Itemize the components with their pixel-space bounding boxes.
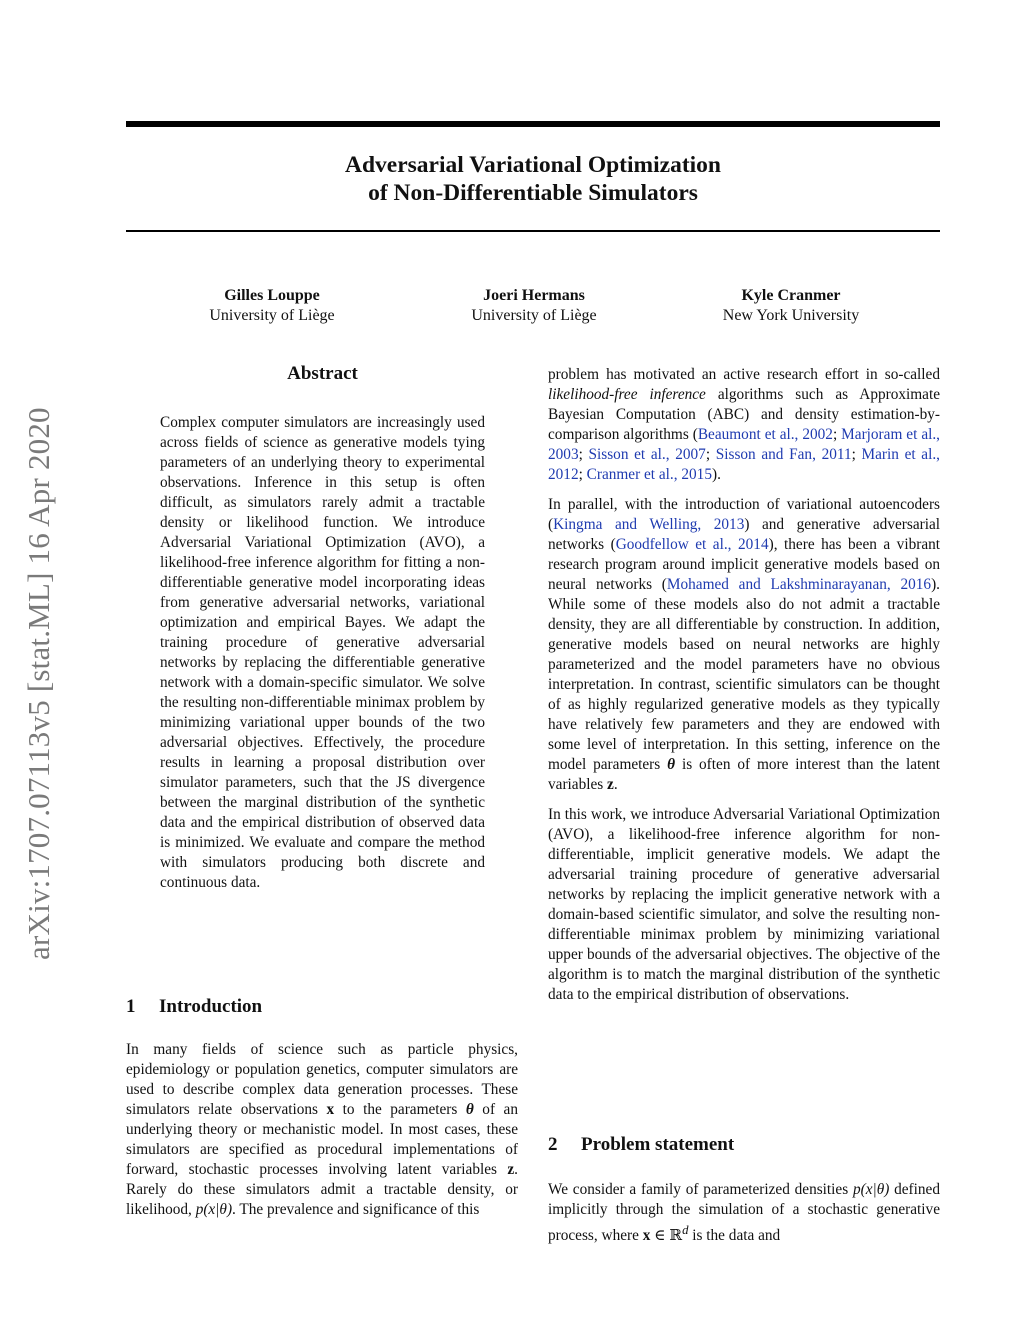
section-heading-introduction <box>126 995 262 1019</box>
text-run: ; <box>832 426 842 443</box>
text-run: ; <box>578 466 587 483</box>
citation-link[interactable]: Goodfellow et al., 2014 <box>615 536 769 553</box>
citation-link[interactable]: Kingma and Welling, 2013 <box>553 516 745 533</box>
paragraph <box>548 1180 940 1246</box>
citation-link[interactable]: Cranmer et al., 2015 <box>586 466 712 483</box>
text-run: . <box>613 776 618 793</box>
author-name: Kyle Cranmer <box>741 287 841 304</box>
text-run: ) and generative adversarial networks ( <box>548 516 940 553</box>
math-symbol: z <box>607 776 614 793</box>
text-run: to the parameters <box>334 1101 466 1118</box>
author-name: Joeri Hermans <box>483 287 585 304</box>
text-run: In many fields of science such as particle physics, epidemiology or population genetics, computer simulators are used to describe complex data generation processes. These simulators relate observations <box>126 1041 518 1118</box>
text-run: We consider a family of parameterized densities <box>548 1181 853 1198</box>
text-run: is the data and <box>688 1227 781 1245</box>
section-title: Problem statement <box>581 1134 735 1155</box>
text-run: In parallel, with the introduction of variational autoencoders ( <box>548 496 940 533</box>
paragraph <box>548 365 940 485</box>
citation-link[interactable]: Sisson and Fan, 2011 <box>715 446 852 463</box>
math-symbol: θ <box>667 756 676 773</box>
text-run: algorithms such as Approximate Bayesian Computation (ABC) and density estimation-by-comparison algorithms ( <box>548 386 940 443</box>
section-heading-problem-statement <box>548 1133 734 1157</box>
math-superscript: d <box>682 1223 689 1237</box>
title-line-1: Adversarial Variational Optimization <box>345 152 721 178</box>
author-block-2 <box>424 286 644 326</box>
author-affiliation: New York University <box>722 307 860 324</box>
math-expression: p(x|θ) <box>852 1181 890 1198</box>
text-run: ). While some of these models also do not admit a tractable density, they are all differentiable by construction. In addition, generative models based on neural networks are highly parameterized and the model parameters have no obvious interpretation. In contrast, scientific simulators can be thought of as highly regularized generative models as they typically have relatively few parameters and they are endowed with some level of interpretation. In this setting, inference on the model parameters <box>548 576 940 773</box>
text-run: ; <box>851 446 862 463</box>
paragraph <box>548 495 940 795</box>
text-run: ; <box>705 446 716 463</box>
citation-link[interactable]: Sisson et al., 2007 <box>588 446 706 463</box>
text-run: . The prevalence and significance of this <box>232 1201 480 1218</box>
section-number: 1 <box>126 996 136 1017</box>
right-column-body <box>548 365 940 1015</box>
paragraph <box>126 1040 518 1220</box>
text-run: defined implicitly through the simulation of a stochastic generative process, where <box>548 1181 940 1245</box>
abstract-text: Complex computer simulators are increasingly used across fields of science as generative models tying parameters of an underlying theory to experimental observations. Inference in this setup is often difficult, as simulators rarely admit a tractable density or likelihood function. We introduce Adversarial Variational Optimization (AVO), a likelihood-free inference algorithm for fitting a non-differentiable generative model incorporating ideas from generative adversarial networks, variational optimization and empirical Bayes. We adapt the training procedure of generative adversarial networks by replacing the differentiable generative network with a domain-specific simulator. We solve the resulting non-differentiable minimax problem by minimizing variational upper bounds of the two adversarial objectives. Effectively, the procedure results in learning a proposal distribution over simulator parameters, such that the JS divergence between the marginal distribution of the synthetic data and the empirical distribution of observed data is minimized. We evaluate and compare the method with simulators producing both discrete and continuous data. <box>160 414 485 891</box>
math-symbol: x <box>326 1101 335 1118</box>
title-bottom-rule <box>126 230 940 232</box>
arxiv-identifier-stamp: arXiv:1707.07113v5 [stat.ML] 16 Apr 2020 <box>21 407 56 960</box>
text-run: ). <box>711 466 721 483</box>
author-block-1 <box>162 286 382 326</box>
author-block-3 <box>681 286 901 326</box>
math-symbol: ∈ ℝ <box>650 1227 683 1245</box>
paragraph: In this work, we introduce Adversarial Variational Optimization (AVO), a likelihood-free inference algorithm for non-differentiable, implicit generative models. We adapt the adversarial training procedure of generative adversarial networks by replacing the implicit generative network with a domain-based scientific simulator, and solve the resulting non-differentiable minimax problem by minimizing variational upper bounds of the adversarial objectives. The objective of the algorithm is to match the marginal distribution of the synthetic data to the empirical distribution of observations. <box>548 806 940 1003</box>
citation-link[interactable]: Marin et al., 2012 <box>548 446 940 483</box>
text-run: problem has motivated an active research effort in so-called <box>548 366 940 383</box>
paper-title <box>126 151 940 207</box>
introduction-body <box>126 1040 518 1230</box>
text-run: of an underlying theory or mechanistic model. In most cases, these simulators are specified as procedural implementations of forward, stochastic processes involving latent variables <box>126 1101 518 1178</box>
emphasis-text: likelihood-free inference <box>548 386 706 403</box>
math-symbol: x <box>642 1227 651 1245</box>
citation-link[interactable]: Marjoram et al., 2003 <box>548 426 941 463</box>
math-symbol: θ <box>465 1101 474 1118</box>
text-run: ; <box>578 446 589 463</box>
title-top-rule <box>126 121 940 127</box>
math-symbol: z <box>507 1161 515 1178</box>
text-run: . Rarely do these simulators admit a tractable density, or likelihood, <box>126 1161 518 1218</box>
citation-link[interactable]: Mohamed and Lakshminarayanan, 2016 <box>666 576 932 593</box>
author-name: Gilles Louppe <box>224 287 320 304</box>
text-run: ), there has been a vibrant research program around implicit generative models based on neural networks ( <box>548 536 941 593</box>
author-affiliation: University of Liège <box>471 307 597 324</box>
problem-statement-body <box>548 1180 940 1256</box>
section-title: Introduction <box>159 996 263 1017</box>
abstract-heading: Abstract <box>287 363 358 384</box>
citation-link[interactable]: Beaumont et al., 2002 <box>697 426 833 443</box>
section-number: 2 <box>548 1134 558 1155</box>
author-affiliation: University of Liège <box>209 307 335 324</box>
text-run: is often of more interest than the latent variables <box>548 756 940 793</box>
title-line-2: of Non-Differentiable Simulators <box>368 180 698 206</box>
math-expression: p(x|θ) <box>195 1201 233 1218</box>
